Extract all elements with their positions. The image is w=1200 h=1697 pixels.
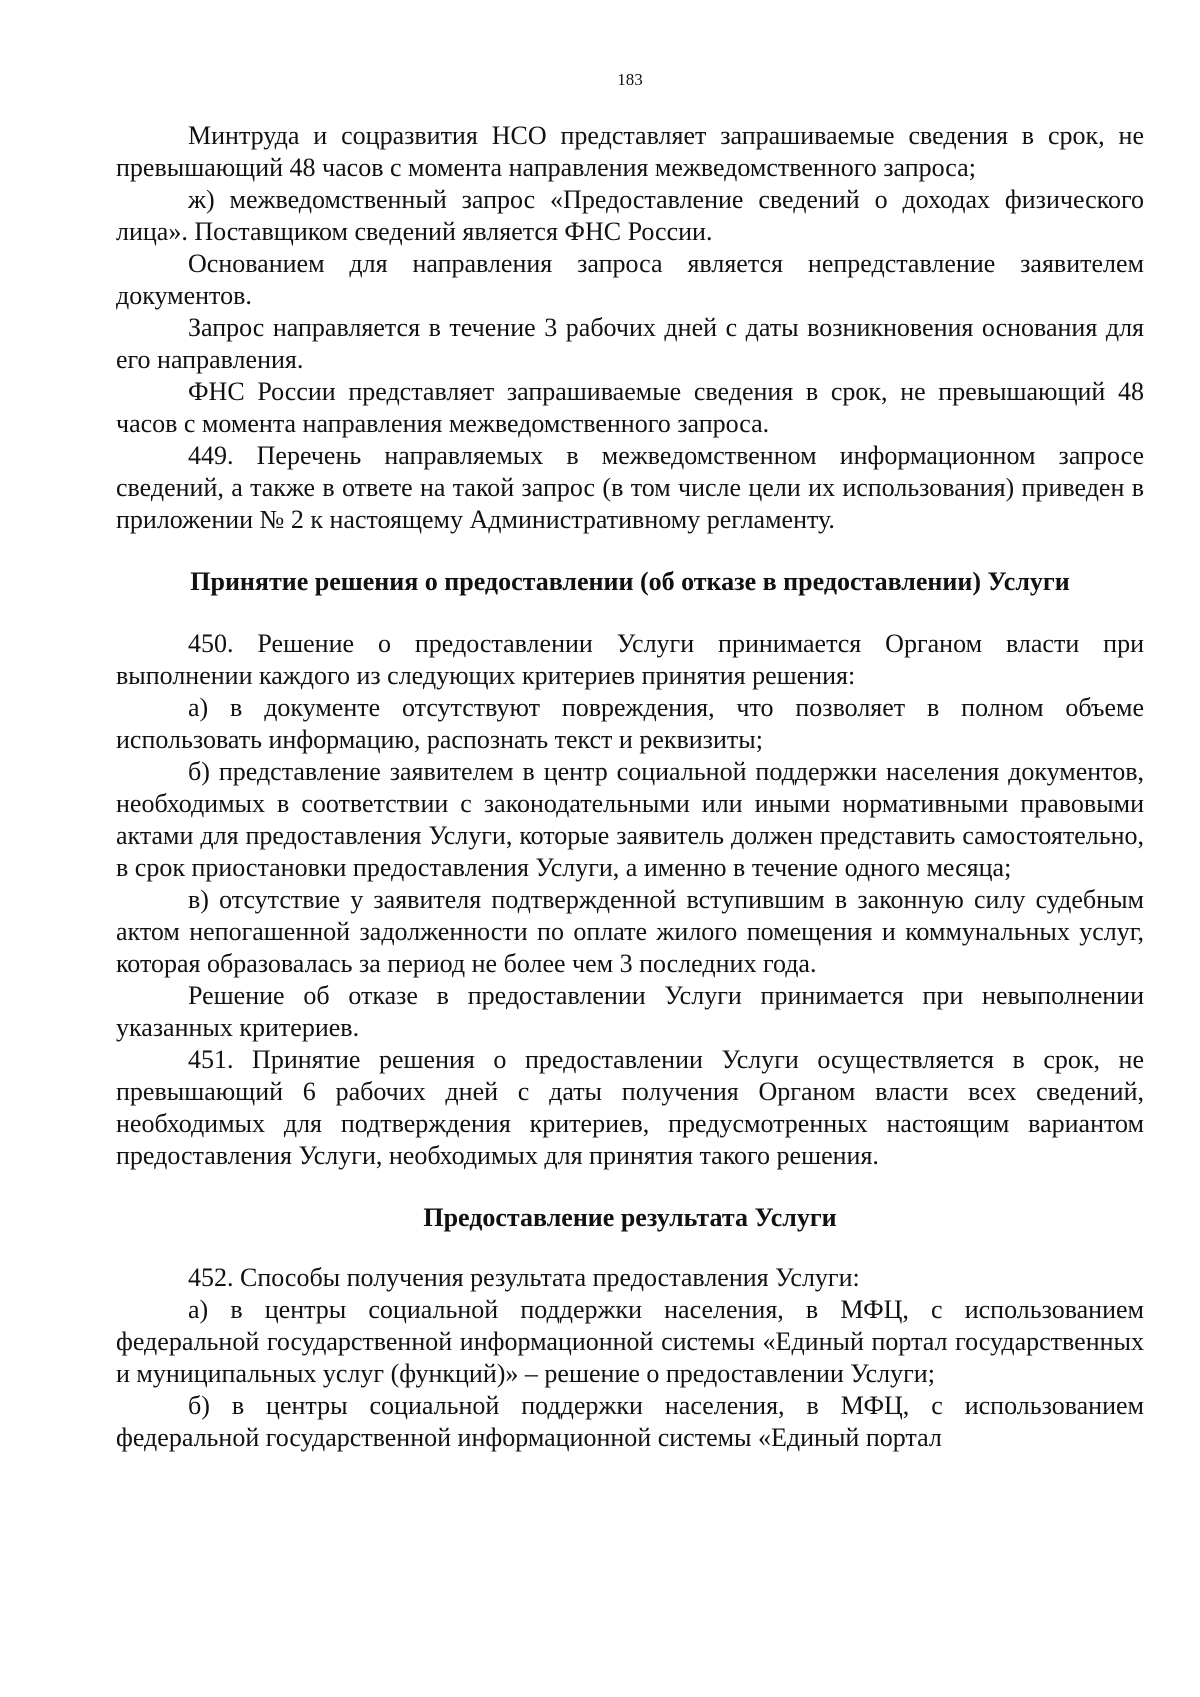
document-body [116, 120, 1144, 1454]
paragraph: ж) межведомственный запрос «Предоставление сведений о доходах физического лица». Поставщиком сведений является ФНС России. [116, 185, 1144, 246]
paragraph: Основанием для направления запроса является непредставление заявителем документов. [116, 249, 1144, 310]
paragraph: б) представление заявителем в центр социальной поддержки населения документов, необходимых в соответствии с законодательными или иными нормативными правовыми актами для предоставления Услуги, которые заявитель должен представить самостоятельно, в срок приостановки предоставления Услуги, а именно в течение одного месяца; [116, 757, 1144, 882]
section-heading-decision: Принятие решения о предоставлении (об отказе в предоставлении) Услуги [190, 567, 1070, 596]
paragraph: ФНС России представляет запрашиваемые сведения в срок, не превышающий 48 часов с момента направления межведомственного запроса. [116, 377, 1144, 438]
paragraph: 450. Решение о предоставлении Услуги принимается Органом власти при выполнении каждого из следующих критериев принятия решения: [116, 629, 1144, 690]
paragraph: 449. Перечень направляемых в межведомственном информационном запросе сведений, а также в ответе на такой запрос (в том числе цели их использования) приведен в приложении № 2 к настоящему Административному регламенту. [116, 441, 1144, 534]
paragraph: а) в документе отсутствуют повреждения, что позволяет в полном объеме использовать информацию, распознать текст и реквизиты; [116, 693, 1144, 754]
paragraph: а) в центры социальной поддержки населения, в МФЦ, с использованием федеральной государственной информационной системы «Единый портал государственных и муниципальных услуг (функций)» – решение о предоставлении Услуги; [116, 1295, 1144, 1388]
paragraph: б) в центры социальной поддержки населения, в МФЦ, с использованием федеральной государственной информационной системы «Единый портал [116, 1391, 1144, 1452]
section-heading-result: Предоставление результата Услуги [423, 1203, 837, 1232]
paragraph: 451. Принятие решения о предоставлении Услуги осуществляется в срок, не превышающий 6 рабочих дней с даты получения Органом власти всех сведений, необходимых для подтверждения критериев, предусмотренных настоящим вариантом предоставления Услуги, необходимых для принятия такого решения. [116, 1045, 1144, 1170]
page-number: 183 [617, 70, 643, 89]
paragraph: 452. Способы получения результата предоставления Услуги: [188, 1263, 860, 1292]
paragraph: Минтруда и соцразвития НСО представляет запрашиваемые сведения в срок, не превышающий 48 часов с момента направления межведомственного запроса; [116, 121, 1144, 182]
paragraph: Решение об отказе в предоставлении Услуги принимается при невыполнении указанных критериев. [116, 981, 1144, 1042]
paragraph: в) отсутствие у заявителя подтвержденной вступившим в законную силу судебным актом непогашенной задолженности по оплате жилого помещения и коммунальных услуг, которая образовалась за период не более чем 3 последних года. [116, 885, 1144, 978]
paragraph: Запрос направляется в течение 3 рабочих дней с даты возникновения основания для его направления. [116, 313, 1144, 374]
